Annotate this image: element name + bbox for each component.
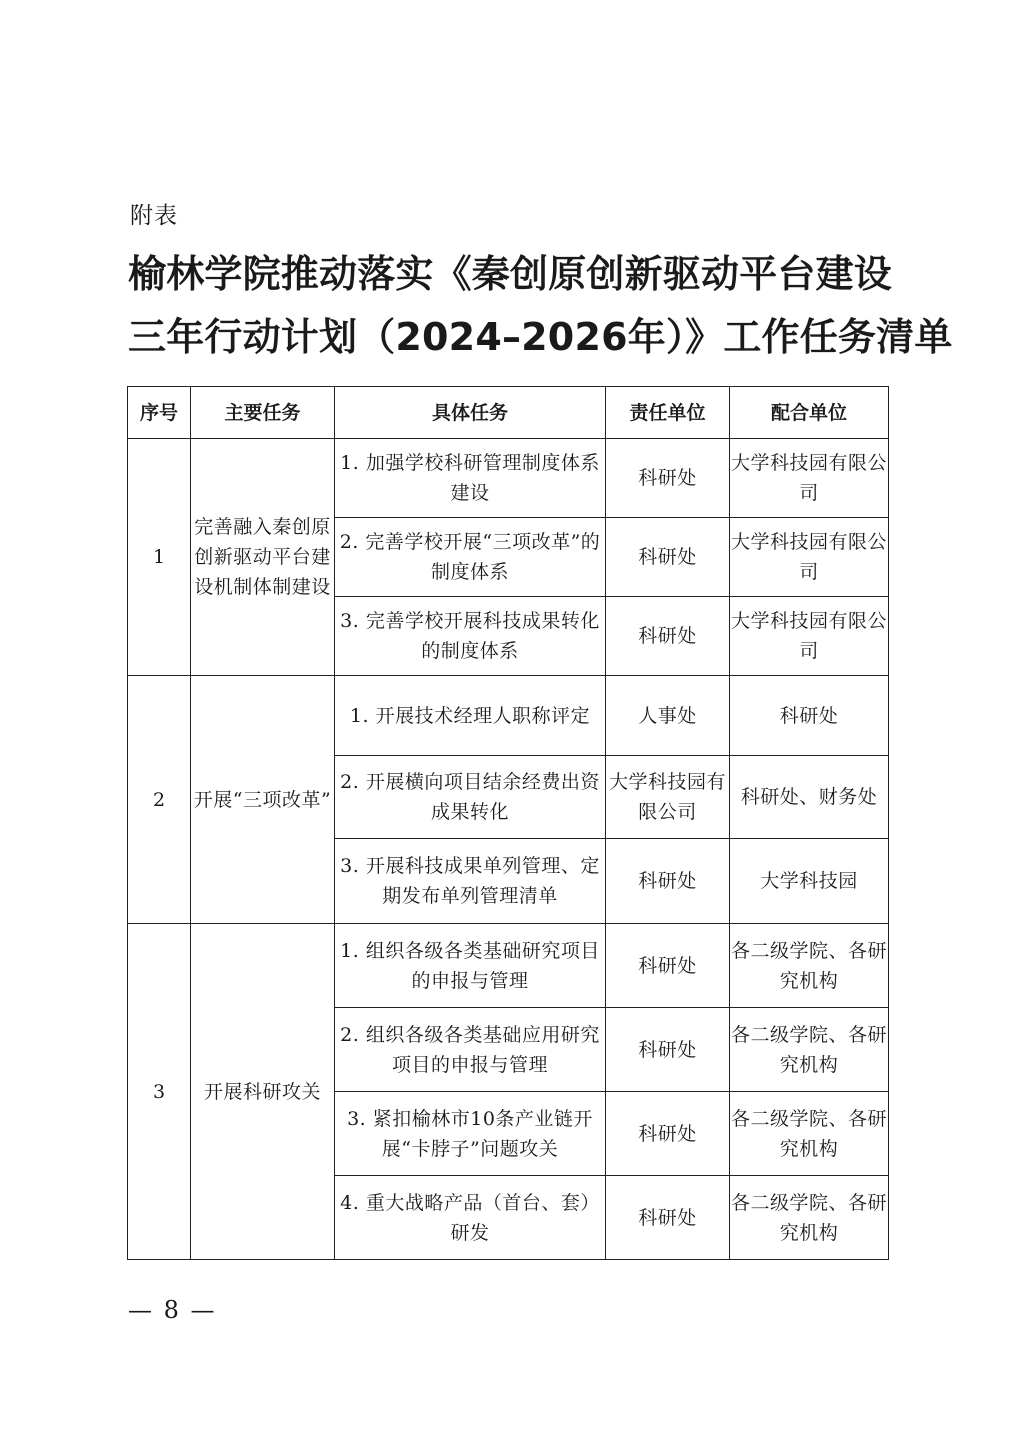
specific-task: 1. 开展技术经理人职称评定 xyxy=(335,676,606,756)
main-task: 完善融入秦创原创新驱动平台建设机制体制建设 xyxy=(191,439,335,676)
document-title-line-1: 榆林学院推动落实《秦创原创新驱动平台建设 xyxy=(128,252,893,296)
responsible-unit: 科研处 xyxy=(606,439,730,518)
specific-task: 2. 组织各级各类基础应用研究项目的申报与管理 xyxy=(335,1008,606,1092)
specific-task: 1. 加强学校科研管理制度体系建设 xyxy=(335,439,606,518)
main-task: 开展科研攻关 xyxy=(191,924,335,1260)
cooperating-unit: 大学科技园有限公司 xyxy=(730,439,889,518)
cooperating-unit: 各二级学院、各研究机构 xyxy=(730,1008,889,1092)
responsible-unit: 科研处 xyxy=(606,1176,730,1260)
group-number: 2 xyxy=(128,676,191,924)
group-number: 3 xyxy=(128,924,191,1260)
responsible-unit: 科研处 xyxy=(606,518,730,597)
specific-task: 4. 重大战略产品（首台、套）研发 xyxy=(335,1176,606,1260)
header-specific-task: 具体任务 xyxy=(335,387,606,439)
specific-task: 3. 开展科技成果单列管理、定期发布单列管理清单 xyxy=(335,839,606,924)
cooperating-unit: 各二级学院、各研究机构 xyxy=(730,1092,889,1176)
specific-task: 2. 开展横向项目结余经费出资成果转化 xyxy=(335,756,606,839)
responsible-unit: 大学科技园有限公司 xyxy=(606,756,730,839)
responsible-unit: 科研处 xyxy=(606,924,730,1008)
cooperating-unit: 大学科技园 xyxy=(730,839,889,924)
cooperating-unit: 科研处 xyxy=(730,676,889,756)
cooperating-unit: 各二级学院、各研究机构 xyxy=(730,924,889,1008)
cooperating-unit: 大学科技园有限公司 xyxy=(730,518,889,597)
header-main-task: 主要任务 xyxy=(191,387,335,439)
table-row xyxy=(128,439,889,518)
header-responsible-unit: 责任单位 xyxy=(606,387,730,439)
specific-task: 1. 组织各级各类基础研究项目的申报与管理 xyxy=(335,924,606,1008)
cooperating-unit: 大学科技园有限公司 xyxy=(730,597,889,676)
table-row xyxy=(128,924,889,1008)
responsible-unit: 科研处 xyxy=(606,1092,730,1176)
specific-task: 3. 完善学校开展科技成果转化的制度体系 xyxy=(335,597,606,676)
group-number: 1 xyxy=(128,439,191,676)
table-row xyxy=(128,676,889,756)
responsible-unit: 科研处 xyxy=(606,839,730,924)
header-cooperating-unit: 配合单位 xyxy=(730,387,889,439)
cooperating-unit: 科研处、财务处 xyxy=(730,756,889,839)
specific-task: 3. 紧扣榆林市10条产业链开展“卡脖子”问题攻关 xyxy=(335,1092,606,1176)
header-serial: 序号 xyxy=(128,387,191,439)
responsible-unit: 人事处 xyxy=(606,676,730,756)
task-list-table xyxy=(127,386,889,1260)
document-title-line-2: 三年行动计划（2024–2026年）》工作任务清单 xyxy=(128,315,953,359)
specific-task: 2. 完善学校开展“三项改革”的制度体系 xyxy=(335,518,606,597)
responsible-unit: 科研处 xyxy=(606,597,730,676)
annex-label: 附表 xyxy=(130,203,178,229)
page-number: — 8 — xyxy=(128,1296,217,1324)
main-task: 开展“三项改革” xyxy=(191,676,335,924)
responsible-unit: 科研处 xyxy=(606,1008,730,1092)
cooperating-unit: 各二级学院、各研究机构 xyxy=(730,1176,889,1260)
table-header-row xyxy=(128,387,889,439)
